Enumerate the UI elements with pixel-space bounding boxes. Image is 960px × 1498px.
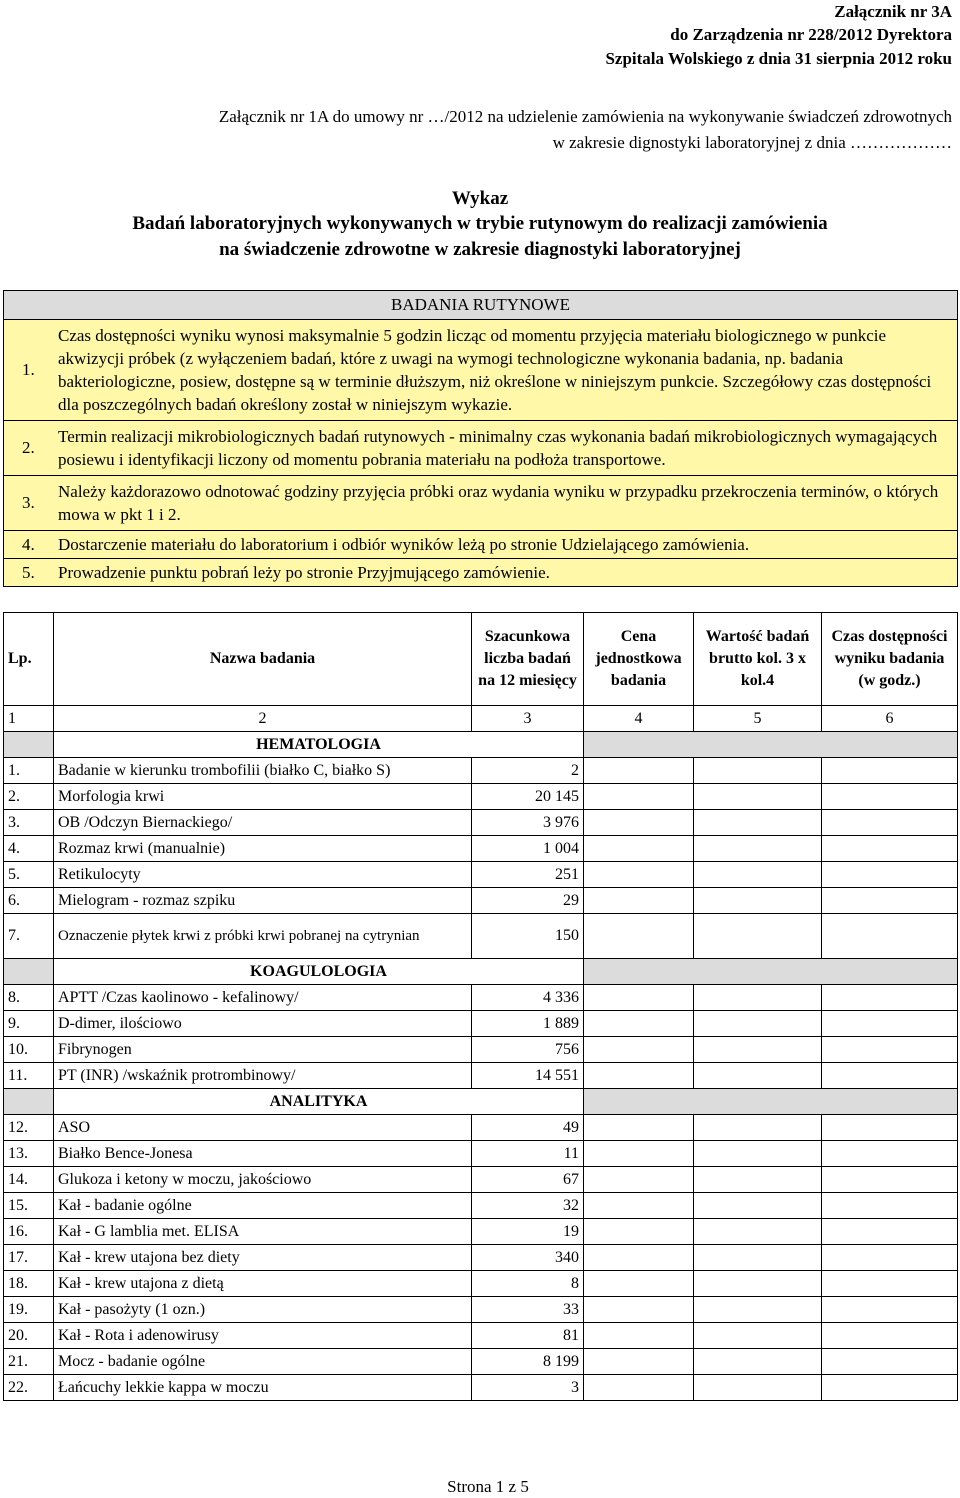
availability-time-cell[interactable] (822, 1193, 958, 1219)
table-row (4, 1349, 958, 1375)
test-name: Białko Bence-Jonesa (54, 1141, 472, 1167)
unit-price-cell[interactable] (584, 1115, 694, 1141)
total-value-cell[interactable] (694, 836, 822, 862)
rule-text: Prowadzenie punktu pobrań leży po stronie Przyjmującego zamówienie. (58, 563, 550, 582)
column-number: 4 (584, 706, 694, 732)
unit-price-cell[interactable] (584, 862, 694, 888)
test-name: Rozmaz krwi (manualnie) (54, 836, 472, 862)
row-number: 4. (4, 836, 54, 862)
row-number: 21. (4, 1349, 54, 1375)
row-number: 11. (4, 1063, 54, 1089)
table-row (4, 1193, 958, 1219)
unit-price-cell[interactable] (584, 1063, 694, 1089)
row-number: 3. (4, 810, 54, 836)
rule-number: 2. (22, 438, 35, 457)
test-name: Kał - krew utajona bez diety (54, 1245, 472, 1271)
test-name: Łańcuchy lekkie kappa w moczu (54, 1375, 472, 1401)
table-row (4, 1323, 958, 1349)
total-value-cell[interactable] (694, 1063, 822, 1089)
unit-price-cell[interactable] (584, 1141, 694, 1167)
table-row (4, 1063, 958, 1089)
test-name: Kał - Rota i adenowirusy (54, 1323, 472, 1349)
rule-text: Należy każdorazowo odnotować godziny przyjęcia próbki oraz wydania wyniku w przypadku przekroczenia terminów, o których mowa w pkt 1 i 2. (58, 482, 939, 524)
availability-time-cell[interactable] (822, 1323, 958, 1349)
availability-time-cell[interactable] (822, 1167, 958, 1193)
column-number: 5 (694, 706, 822, 732)
rule-number: 3. (22, 493, 35, 512)
column-number: 3 (472, 706, 584, 732)
test-quantity: 4 336 (472, 985, 584, 1011)
test-quantity: 67 (472, 1167, 584, 1193)
unit-price-cell[interactable] (584, 1375, 694, 1401)
document-subtitle-2: na świadczenie zdrowotne w zakresie diagnostyki laboratoryjnej (219, 239, 741, 260)
test-quantity: 8 (472, 1271, 584, 1297)
section-row (4, 732, 958, 758)
row-number: 18. (4, 1271, 54, 1297)
page-number: Strona 1 z 5 (447, 1477, 529, 1496)
rule-number: 4. (22, 534, 35, 554)
total-value-cell[interactable] (694, 1037, 822, 1063)
unit-price-cell[interactable] (584, 1323, 694, 1349)
test-quantity: 3 (472, 1375, 584, 1401)
column-number: 1 (4, 706, 54, 732)
row-number: 13. (4, 1141, 54, 1167)
unit-price-cell[interactable] (584, 1193, 694, 1219)
total-value-cell[interactable] (694, 1271, 822, 1297)
test-quantity: 2 (472, 758, 584, 784)
header-lp: Lp. (4, 613, 54, 706)
table-row (4, 1115, 958, 1141)
header-line-3: Szpitala Wolskiego z dnia 31 sierpnia 2012 roku (605, 49, 952, 68)
table-row (4, 888, 958, 914)
column-number-row (4, 706, 958, 732)
unit-price-cell[interactable] (584, 1167, 694, 1193)
unit-price-cell[interactable] (584, 1219, 694, 1245)
total-value-cell[interactable] (694, 1167, 822, 1193)
row-number: 5. (4, 862, 54, 888)
availability-time-cell[interactable] (822, 1271, 958, 1297)
total-value-cell[interactable] (694, 1141, 822, 1167)
row-number: 16. (4, 1219, 54, 1245)
table-row (4, 862, 958, 888)
rule-number: 5. (22, 562, 35, 582)
test-quantity: 49 (472, 1115, 584, 1141)
test-name: Morfologia krwi (54, 784, 472, 810)
test-name: Kał - badanie ogólne (54, 1193, 472, 1219)
section-spacer (4, 1089, 54, 1115)
table-row (4, 1167, 958, 1193)
unit-price-cell[interactable] (584, 1271, 694, 1297)
row-number: 17. (4, 1245, 54, 1271)
table-row (4, 1245, 958, 1271)
section-title: HEMATOLOGIA (54, 732, 584, 758)
annex-line-2: w zakresie dignostyki laboratoryjnej z dnia ……………… (552, 133, 952, 152)
header-total-value: Wartość badań brutto kol. 3 x kol.4 (694, 613, 822, 706)
document-title: Wykaz (451, 188, 509, 209)
availability-time-cell[interactable] (822, 1011, 958, 1037)
header-name: Nazwa badania (54, 613, 472, 706)
unit-price-cell[interactable] (584, 1037, 694, 1063)
test-name: ASO (54, 1115, 472, 1141)
row-number: 12. (4, 1115, 54, 1141)
section-spacer (584, 732, 958, 758)
table-row (4, 1375, 958, 1401)
test-name: Oznaczenie płytek krwi z próbki krwi pobranej na cytrynian (54, 914, 472, 959)
test-quantity: 14 551 (472, 1063, 584, 1089)
unit-price-cell[interactable] (584, 985, 694, 1011)
header-quantity: Szacunkowa liczba badań na 12 miesięcy (472, 613, 584, 706)
unit-price-cell[interactable] (584, 1011, 694, 1037)
rule-text: Termin realizacji mikrobiologicznych badań rutynowych - minimalny czas wykonania badań mikrobiologicznych wymagających posiewu i identyfikacji liczony od momentu pobrania materiału na podłoża transportowe. (58, 427, 938, 469)
table-row (4, 1219, 958, 1245)
table-row (4, 985, 958, 1011)
table-row (4, 1297, 958, 1323)
test-name: Kał - G lamblia met. ELISA (54, 1219, 472, 1245)
row-number: 8. (4, 985, 54, 1011)
header-line-2: do Zarządzenia nr 228/2012 Dyrektora (670, 25, 952, 44)
availability-time-cell[interactable] (822, 1375, 958, 1401)
rules-heading: BADANIA RUTYNOWE (4, 291, 957, 320)
total-value-cell[interactable] (694, 1115, 822, 1141)
availability-time-cell[interactable] (822, 1115, 958, 1141)
test-name: Fibrynogen (54, 1037, 472, 1063)
table-row (4, 810, 958, 836)
availability-time-cell[interactable] (822, 784, 958, 810)
row-number: 1. (4, 758, 54, 784)
section-spacer (4, 732, 54, 758)
total-value-cell[interactable] (694, 1219, 822, 1245)
column-number: 2 (54, 706, 472, 732)
total-value-cell[interactable] (694, 1297, 822, 1323)
unit-price-cell[interactable] (584, 1297, 694, 1323)
total-value-cell[interactable] (694, 985, 822, 1011)
availability-time-cell[interactable] (822, 1245, 958, 1271)
header-availability-time: Czas dostępności wyniku badania (w godz.) (822, 613, 958, 706)
unit-price-cell[interactable] (584, 1245, 694, 1271)
row-number: 15. (4, 1193, 54, 1219)
test-quantity: 1 889 (472, 1011, 584, 1037)
rule-text: Czas dostępności wyniku wynosi maksymalnie 5 godzin licząc od momentu przyjęcia materiału biologicznego w punkcie akwizycji próbek (z wyłączeniem badań, które z uwagi na wymogi technologiczne wykonania badania, np. badania bakteriologiczne, posiew, dostępne są w terminie dłuższym, niż określone w niniejszym punkcie. Szczegółowy czas dostępności dla poszczególnych badań określony został w niniejszym wykazie. (58, 326, 932, 414)
test-name: Kał - pasożyty (1 ozn.) (54, 1297, 472, 1323)
availability-time-cell[interactable] (822, 1063, 958, 1089)
test-quantity: 340 (472, 1245, 584, 1271)
test-quantity: 251 (472, 862, 584, 888)
row-number: 6. (4, 888, 54, 914)
section-row (4, 1089, 958, 1115)
section-spacer (4, 959, 54, 985)
test-quantity: 33 (472, 1297, 584, 1323)
availability-time-cell[interactable] (822, 1219, 958, 1245)
unit-price-cell[interactable] (584, 1349, 694, 1375)
rules-list (4, 320, 957, 587)
table-row (4, 1271, 958, 1297)
test-name: Mocz - badanie ogólne (54, 1349, 472, 1375)
tests-table (3, 612, 958, 1401)
rules-box (3, 290, 958, 587)
availability-time-cell[interactable] (822, 836, 958, 862)
test-quantity: 756 (472, 1037, 584, 1063)
test-quantity: 19 (472, 1219, 584, 1245)
section-spacer (584, 1089, 958, 1115)
total-value-cell[interactable] (694, 1193, 822, 1219)
total-value-cell[interactable] (694, 862, 822, 888)
test-name: Badanie w kierunku trombofilii (białko C, białko S) (54, 758, 472, 784)
availability-time-cell[interactable] (822, 758, 958, 784)
unit-price-cell[interactable] (584, 758, 694, 784)
table-row (4, 1011, 958, 1037)
header-unit-price: Cena jednostkowa badania (584, 613, 694, 706)
test-quantity: 32 (472, 1193, 584, 1219)
table-row (4, 784, 958, 810)
row-number: 14. (4, 1167, 54, 1193)
test-quantity: 11 (472, 1141, 584, 1167)
availability-time-cell[interactable] (822, 1037, 958, 1063)
test-quantity: 8 199 (472, 1349, 584, 1375)
row-number: 2. (4, 784, 54, 810)
availability-time-cell[interactable] (822, 1141, 958, 1167)
section-title: ANALITYKA (54, 1089, 584, 1115)
test-quantity: 20 145 (472, 784, 584, 810)
availability-time-cell[interactable] (822, 810, 958, 836)
annex-line-1: Załącznik nr 1A do umowy nr …/2012 na udzielenie zamówienia na wykonywanie świadczeń zdrowotnych (218, 107, 952, 126)
test-name: Mielogram - rozmaz szpiku (54, 888, 472, 914)
test-quantity: 150 (472, 914, 584, 959)
rule-item (4, 559, 957, 587)
annex-reference (52, 104, 952, 156)
unit-price-cell[interactable] (584, 914, 694, 959)
total-value-cell[interactable] (694, 1375, 822, 1401)
section-row (4, 959, 958, 985)
rule-item (4, 320, 957, 421)
total-value-cell[interactable] (694, 1349, 822, 1375)
row-number: 9. (4, 1011, 54, 1037)
total-value-cell[interactable] (694, 758, 822, 784)
test-name: D-dimer, ilościowo (54, 1011, 472, 1037)
table-header-row (4, 613, 958, 706)
table-row (4, 836, 958, 862)
rule-item (4, 531, 957, 559)
total-value-cell[interactable] (694, 784, 822, 810)
rule-number: 1. (22, 360, 35, 379)
row-number: 10. (4, 1037, 54, 1063)
row-number: 7. (4, 914, 54, 959)
table-row (4, 914, 958, 959)
test-quantity: 3 976 (472, 810, 584, 836)
unit-price-cell[interactable] (584, 810, 694, 836)
rule-item (4, 421, 957, 476)
test-quantity: 81 (472, 1323, 584, 1349)
section-spacer (584, 959, 958, 985)
row-number: 20. (4, 1323, 54, 1349)
test-name: OB /Odczyn Biernackiego/ (54, 810, 472, 836)
test-name: PT (INR) /wskaźnik protrombinowy/ (54, 1063, 472, 1089)
table-row (4, 758, 958, 784)
table-row (4, 1141, 958, 1167)
availability-time-cell[interactable] (822, 985, 958, 1011)
rule-item (4, 476, 957, 531)
availability-time-cell[interactable] (822, 1349, 958, 1375)
section-title: KOAGULOLOGIA (54, 959, 584, 985)
total-value-cell[interactable] (694, 810, 822, 836)
total-value-cell[interactable] (694, 1323, 822, 1349)
header-line-1: Załącznik nr 3A (834, 2, 952, 21)
test-name: Retikulocyty (54, 862, 472, 888)
availability-time-cell[interactable] (822, 862, 958, 888)
availability-time-cell[interactable] (822, 914, 958, 959)
total-value-cell[interactable] (694, 914, 822, 959)
availability-time-cell[interactable] (822, 1297, 958, 1323)
table-row (4, 1037, 958, 1063)
rule-text: Dostarczenie materiału do laboratorium i odbiór wyników leżą po stronie Udzielającego zamówienia. (58, 535, 750, 554)
document-subtitle-1: Badań laboratoryjnych wykonywanych w trybie rutynowym do realizacji zamówienia (132, 213, 828, 234)
unit-price-cell[interactable] (584, 888, 694, 914)
row-number: 22. (4, 1375, 54, 1401)
total-value-cell[interactable] (694, 1011, 822, 1037)
test-name: APTT /Czas kaolinowo - kefalinowy/ (54, 985, 472, 1011)
unit-price-cell[interactable] (584, 784, 694, 810)
row-number: 19. (4, 1297, 54, 1323)
availability-time-cell[interactable] (822, 888, 958, 914)
test-quantity: 1 004 (472, 836, 584, 862)
test-name: Kał - krew utajona z dietą (54, 1271, 472, 1297)
test-quantity: 29 (472, 888, 584, 914)
column-number: 6 (822, 706, 958, 732)
total-value-cell[interactable] (694, 1245, 822, 1271)
test-name: Glukoza i ketony w moczu, jakościowo (54, 1167, 472, 1193)
unit-price-cell[interactable] (584, 836, 694, 862)
total-value-cell[interactable] (694, 888, 822, 914)
